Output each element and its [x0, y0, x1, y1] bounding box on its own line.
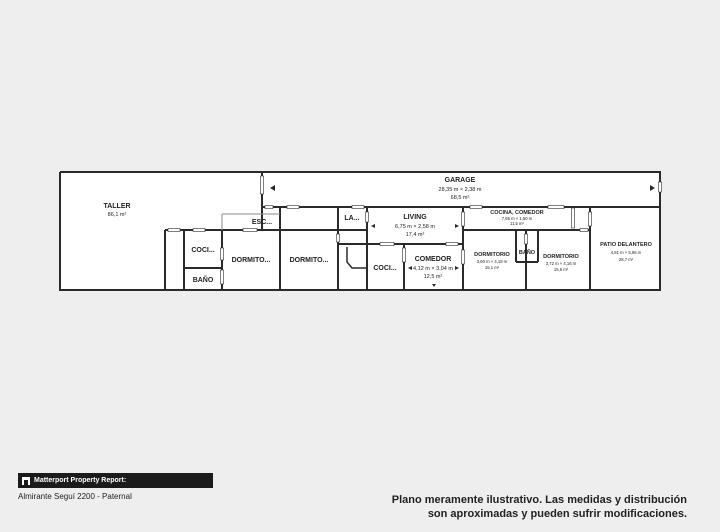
room-escalera-name: ESC... [251, 219, 273, 226]
disclaimer-line-2: son aproximadas y pueden sufrir modificaciones. [427, 508, 687, 520]
room-cocina-comedor-dims: 7,65 m × 1,50 m [501, 216, 533, 221]
room-patio-dims: 4,81 m × 5,96 m [610, 250, 642, 255]
room-dormitorio3-name: DORMITORIO [474, 252, 510, 258]
room-dormitorio2-name: DORMITO... [289, 257, 329, 264]
disclaimer [307, 493, 687, 521]
room-living-dims: 6,75 m × 2,58 m [395, 224, 435, 230]
badge-label: Matterport Property Report: [34, 477, 127, 484]
room-lavadero-name: LA... [344, 215, 360, 222]
room-comedor-dims: 4,12 m × 3,04 m [413, 266, 453, 272]
room-garage-name: GARAGE [444, 177, 476, 184]
room-patio-area: 28,7 m² [618, 257, 634, 262]
room-cocina1-name: COCI... [191, 247, 215, 254]
room-taller-area: 86,1 m² [107, 212, 127, 218]
room-dormitorio3-dims: 3,60 m × 4,18 m [476, 259, 508, 264]
room-garage-area: 68,5 m² [450, 195, 470, 201]
room-comedor-name: COMEDOR [414, 256, 452, 263]
room-cocina-comedor-name: COCINA, COMEDOR [490, 210, 544, 216]
property-address: Almirante Seguí 2200 - Paternal [18, 492, 132, 501]
room-dormitorio4-area: 15,6 m² [553, 267, 569, 272]
room-living-name: LIVING [403, 214, 427, 221]
room-dormitorio4-dims: 3,72 m × 4,16 m [545, 261, 577, 266]
room-cocina2-name: COCI... [373, 265, 397, 272]
disclaimer-line-1: Plano meramente ilustrativo. Las medidas y distribución [391, 494, 687, 506]
room-dormitorio1-name: DORMITO... [231, 257, 271, 264]
room-living-area: 17,4 m² [405, 232, 425, 238]
room-dormitorio3-area: 15,1 m² [484, 265, 500, 270]
room-patio-name: PATIO DELANTERO [600, 242, 652, 248]
report-badge [18, 473, 213, 488]
room-comedor-area: 12,5 m² [423, 274, 443, 280]
room-dormitorio4-name: DORMITORIO [543, 254, 579, 260]
room-bano1-name: BAÑO [192, 277, 214, 284]
room-garage-dims: 28,35 m × 2,38 m [438, 187, 482, 193]
room-bano2-name: BAÑO [518, 250, 536, 256]
room-taller-name: TALLER [103, 203, 131, 210]
house-icon [22, 477, 30, 485]
room-cocina-comedor-area: 11,5 m² [510, 221, 524, 226]
